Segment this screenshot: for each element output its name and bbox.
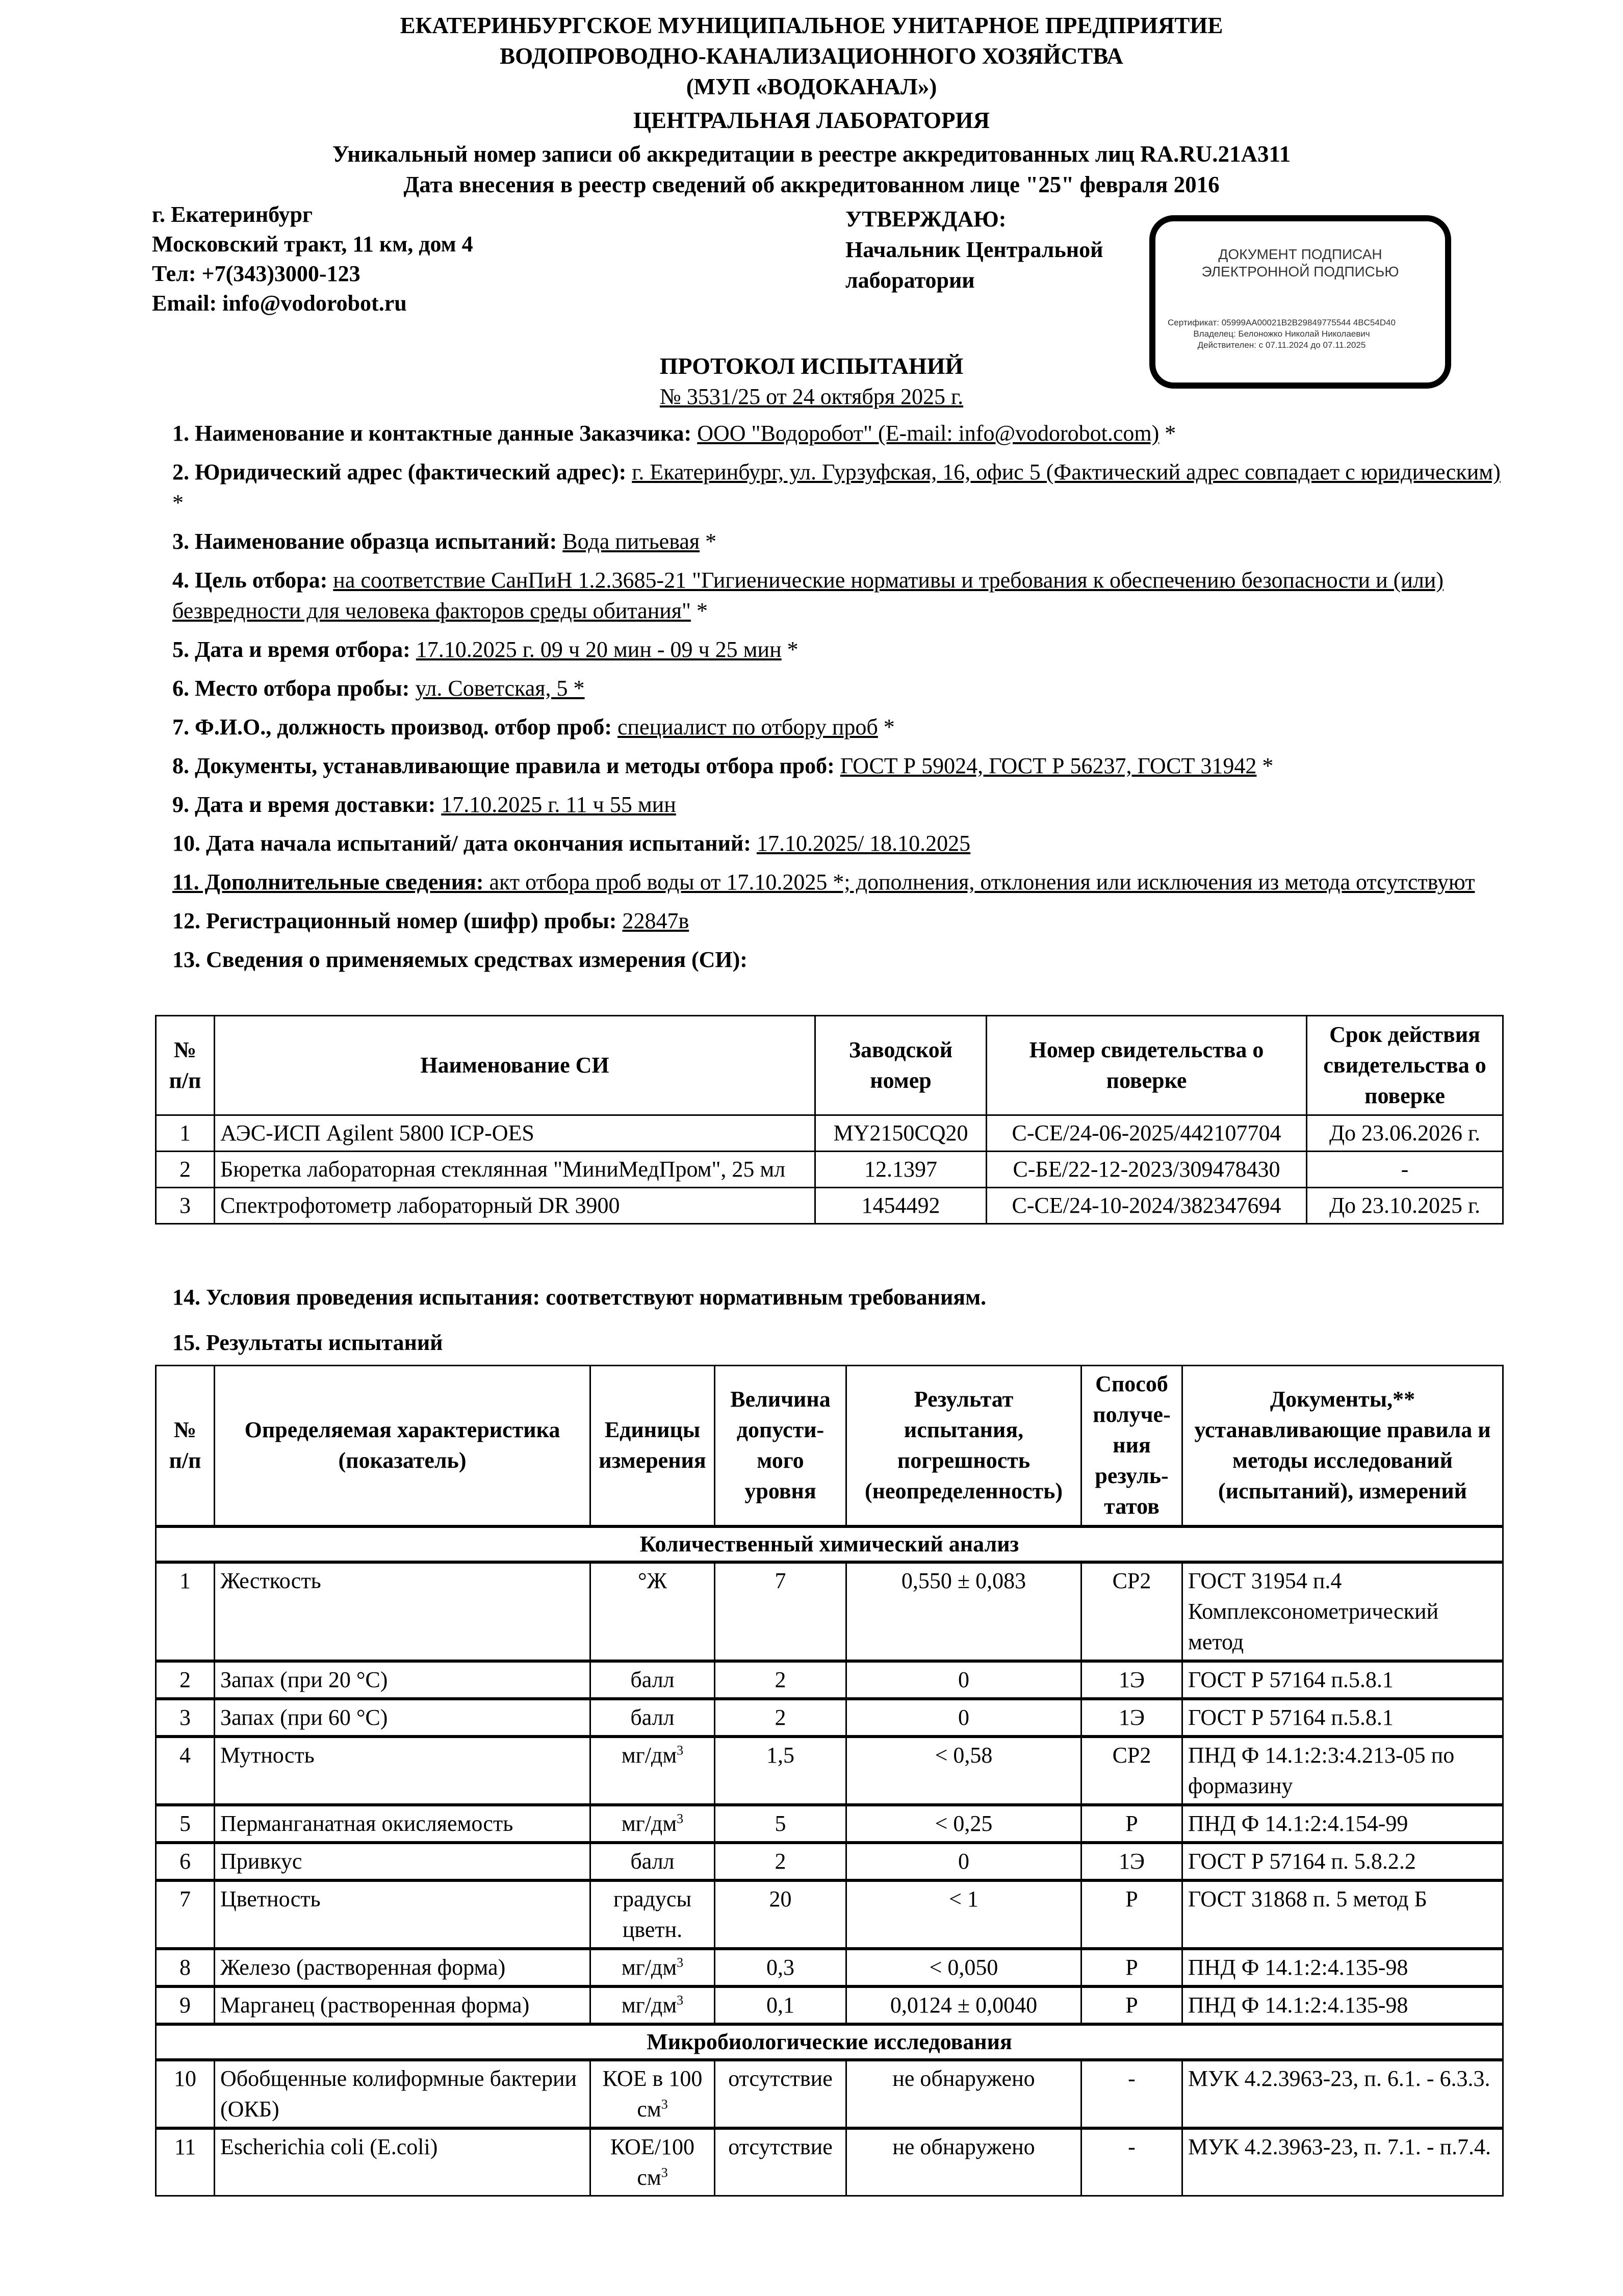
- cell-result: [846, 1949, 1081, 1986]
- cell-text: Перманганатная окисляемость: [220, 1810, 513, 1836]
- item-label: 13. Сведения о применяемых средствах измерения (СИ):: [172, 947, 748, 972]
- cell-text: Обобщенные колиформные бактерии (ОКБ): [220, 2065, 577, 2122]
- item-value: акт отбора проб воды от 17.10.2025 *; дополнения, отклонения или исключения из метода отсутствуют: [489, 870, 1475, 895]
- table-row: [156, 2060, 1503, 2128]
- cell-name: [215, 1986, 590, 2024]
- unit-superscript: 3: [661, 2096, 668, 2111]
- cell-name: [215, 1661, 590, 1699]
- item-label: 4. Цель отбора:: [172, 568, 333, 593]
- item-value: Вода питьевая: [562, 529, 700, 554]
- cell-text: 0,1: [766, 1992, 794, 2018]
- item-suffix: *: [700, 529, 717, 554]
- item-label: 11. Дополнительные сведения:: [172, 870, 490, 895]
- protocol-item: [172, 789, 1503, 820]
- item-value: 17.10.2025/ 18.10.2025: [756, 831, 971, 856]
- approval-heading: УТВЕРЖДАЮ:: [845, 207, 1007, 232]
- cell-text: балл: [630, 1848, 675, 1874]
- cell-result: [846, 1699, 1081, 1737]
- cell-n: [156, 1562, 215, 1661]
- cell-text: отсутствие: [728, 2134, 833, 2159]
- table-cell: 1: [156, 1115, 215, 1152]
- cell-text: отсутствие: [728, 2065, 833, 2091]
- item-suffix: *: [878, 715, 895, 739]
- results-title: 15. Результаты испытаний: [172, 1330, 443, 1355]
- address-email: Email: info@vodorobot.ru: [152, 291, 407, 316]
- cell-text: КОЕ/100 см: [610, 2134, 695, 2190]
- cell-doc: [1182, 1843, 1503, 1880]
- table-row: [156, 1949, 1503, 1986]
- header-line: ВОДОПРОВОДНО-КАНАЛИЗАЦИОННОГО ХОЗЯЙСТВА: [500, 43, 1123, 69]
- table-row: [156, 1880, 1503, 1949]
- cell-text: 8: [179, 1954, 191, 1980]
- cell-text: Цветность: [220, 1886, 321, 1911]
- cell-method: [1081, 2060, 1182, 2128]
- cell-text: МУК 4.2.3963-23, п. 7.1. - п.7.4.: [1188, 2134, 1491, 2159]
- table-row: [156, 1986, 1503, 2024]
- table-row: [156, 1188, 1503, 1224]
- cell-text: 1Э: [1118, 1848, 1145, 1874]
- table-cell: До 23.06.2026 г.: [1307, 1115, 1503, 1152]
- cell-text: 0,550 ± 0,083: [901, 1568, 1026, 1593]
- item-value: на соответствие СанПиН 1.2.3685-21 "Гигиенические нормативы и требования к обеспечению безопасности и (или) безвредности для человека факторов среды обитания": [172, 568, 1444, 623]
- cell-limit: [715, 2060, 846, 2128]
- cell-unit: [590, 1661, 715, 1699]
- cell-doc: [1182, 1661, 1503, 1699]
- cell-text: не обнаружено: [892, 2134, 1035, 2159]
- item-value: ул. Советская, 5 *: [415, 676, 585, 701]
- item-label: 1. Наименование и контактные данные Заказчика:: [172, 421, 698, 446]
- protocol-item: [172, 906, 1503, 936]
- cell-doc: [1182, 1949, 1503, 1986]
- item-label: 5. Дата и время отбора:: [172, 637, 416, 662]
- column-header: Срок действия свидетельства о поверке: [1307, 1016, 1503, 1115]
- protocol-item: [172, 712, 1503, 743]
- cell-result: [846, 1843, 1081, 1880]
- cell-text: мг/дм: [621, 1742, 677, 1768]
- cell-text: < 0,25: [935, 1810, 993, 1836]
- table-cell: АЭС-ИСП Agilent 5800 ICP-OES: [215, 1115, 815, 1152]
- lab-address: [152, 200, 473, 318]
- address-phone: Тел: +7(343)3000-123: [152, 261, 360, 286]
- cell-text: ПНД Ф 14.1:2:4.135-98: [1188, 1954, 1408, 1980]
- cell-text: 9: [179, 1992, 191, 2018]
- results-table: [155, 1365, 1504, 2197]
- cell-text: мг/дм: [621, 1810, 677, 1836]
- cell-method: [1081, 1562, 1182, 1661]
- cell-text: 5: [775, 1810, 786, 1836]
- item-suffix: *: [691, 598, 708, 623]
- cell-text: 1Э: [1118, 1704, 1145, 1730]
- cell-n: [156, 1949, 215, 1986]
- item-label: 7. Ф.И.О., должность производ. отбор проб:: [172, 715, 617, 739]
- table-cell: 1454492: [815, 1188, 987, 1224]
- cell-n: [156, 1737, 215, 1805]
- approval-block: [845, 204, 1103, 296]
- cell-text: 1,5: [766, 1742, 794, 1768]
- cell-doc: [1182, 2060, 1503, 2128]
- cell-text: 11: [174, 2134, 196, 2159]
- table-row: [156, 1115, 1503, 1152]
- cell-doc: [1182, 1805, 1503, 1843]
- test-conditions: 14. Условия проведения испытания: соответствуют нормативным требованиям.: [172, 1285, 987, 1310]
- item-value: 22847в: [622, 908, 689, 933]
- table-cell: До 23.10.2025 г.: [1307, 1188, 1503, 1224]
- cell-text: Р: [1125, 1886, 1138, 1911]
- cell-text: КОЕ в 100 см: [602, 2065, 703, 2122]
- approval-position: Начальник Центральной: [845, 237, 1103, 262]
- cell-text: -: [1128, 2065, 1136, 2091]
- section-title: Микробиологические исследования: [156, 2024, 1503, 2060]
- section-row: [156, 1526, 1503, 1562]
- protocol-item: [172, 751, 1503, 781]
- cell-text: < 0,050: [929, 1954, 998, 1980]
- header-line: (МУП «ВОДОКАНАЛ»): [686, 74, 937, 99]
- cell-text: ГОСТ Р 57164 п. 5.8.2.2: [1188, 1848, 1416, 1874]
- table-cell: Бюретка лабораторная стеклянная "МиниМедПром", 25 мл: [215, 1152, 815, 1188]
- protocol-item: [172, 457, 1503, 518]
- address-street: Московский тракт, 11 км, дом 4: [152, 232, 473, 257]
- protocol-item: [172, 634, 1503, 665]
- item-label: 10. Дата начала испытаний/ дата окончания испытаний:: [172, 831, 757, 856]
- table-row: [156, 1699, 1503, 1737]
- cell-doc: [1182, 1562, 1503, 1661]
- cell-unit: [590, 1737, 715, 1805]
- item-value: ООО "Водоробот" (E-mail: info@vodorobot.com): [697, 421, 1160, 446]
- table-row: [156, 1805, 1503, 1843]
- cell-limit: [715, 2128, 846, 2196]
- cell-text: ГОСТ Р 57164 п.5.8.1: [1188, 1704, 1394, 1730]
- cell-unit: [590, 1805, 715, 1843]
- cell-result: [846, 2060, 1081, 2128]
- column-header: Наименование СИ: [215, 1016, 815, 1115]
- header-line: ЦЕНТРАЛЬНАЯ ЛАБОРАТОРИЯ: [633, 108, 990, 133]
- cell-text: -: [1128, 2134, 1136, 2159]
- organization-header: [0, 10, 1623, 200]
- cell-unit: [590, 2128, 715, 2196]
- cell-text: 0: [958, 1848, 969, 1874]
- item-value: ГОСТ Р 59024, ГОСТ Р 56237, ГОСТ 31942: [840, 753, 1257, 778]
- cell-text: 2: [179, 1667, 191, 1692]
- column-header: № п/п: [156, 1016, 215, 1115]
- cell-method: [1081, 1737, 1182, 1805]
- cell-limit: [715, 1562, 846, 1661]
- stamp-certificate: Сертификат: 05999AA00021B2B29849775544 4BC54D40: [1168, 318, 1396, 327]
- cell-text: 5: [179, 1810, 191, 1836]
- cell-text: Запах (при 20 °С): [220, 1667, 388, 1692]
- item-value: 17.10.2025 г. 11 ч 55 мин: [441, 792, 676, 817]
- cell-n: [156, 1661, 215, 1699]
- cell-unit: [590, 1699, 715, 1737]
- stamp-validity: Действителен: с 07.11.2024 до 07.11.2025: [1197, 340, 1366, 350]
- cell-result: [846, 1986, 1081, 2024]
- item-label: 3. Наименование образца испытаний:: [172, 529, 563, 554]
- cell-text: 10: [174, 2065, 196, 2091]
- cell-text: ГОСТ 31954 п.4 Комплексонометрический метод: [1188, 1568, 1439, 1654]
- table-cell: С-БЕ/22-12-2023/309478430: [987, 1152, 1307, 1188]
- cell-text: Железо (растворенная форма): [220, 1954, 506, 1980]
- protocol-number: № 3531/25 от 24 октября 2025 г.: [659, 384, 964, 409]
- cell-method: [1081, 1843, 1182, 1880]
- column-header: Номер свидетельства о поверке: [987, 1016, 1307, 1115]
- table-cell: Спектрофотометр лабораторный DR 3900: [215, 1188, 815, 1224]
- stamp-title: ЭЛЕКТРОННОЙ ПОДПИСЬЮ: [1201, 264, 1399, 279]
- unit-superscript: 3: [677, 1954, 684, 1970]
- cell-text: 3: [179, 1704, 191, 1730]
- table-row: [156, 1562, 1503, 1661]
- cell-text: ПНД Ф 14.1:2:4.135-98: [1188, 1992, 1408, 2018]
- item-suffix: *: [172, 490, 184, 515]
- item-label: 9. Дата и время доставки:: [172, 792, 442, 817]
- table-cell: 12.1397: [815, 1152, 987, 1188]
- cell-name: [215, 1737, 590, 1805]
- cell-unit: [590, 1843, 715, 1880]
- cell-text: 2: [775, 1704, 786, 1730]
- cell-result: [846, 1737, 1081, 1805]
- cell-name: [215, 1562, 590, 1661]
- cell-method: [1081, 2128, 1182, 2196]
- cell-method: [1081, 1699, 1182, 1737]
- protocol-item: [172, 828, 1503, 859]
- protocol-item: [172, 418, 1503, 449]
- cell-text: < 0,58: [935, 1742, 993, 1768]
- table-cell: -: [1307, 1152, 1503, 1188]
- cell-text: ГОСТ 31868 п. 5 метод Б: [1188, 1886, 1427, 1911]
- cell-text: мг/дм: [621, 1992, 677, 2018]
- unit-superscript: 3: [677, 1742, 684, 1757]
- cell-text: 6: [179, 1848, 191, 1874]
- cell-limit: [715, 1737, 846, 1805]
- cell-text: °Ж: [637, 1568, 667, 1593]
- cell-name: [215, 1805, 590, 1843]
- cell-name: [215, 1880, 590, 1949]
- cell-n: [156, 1805, 215, 1843]
- table-cell: 3: [156, 1188, 215, 1224]
- item-suffix: *: [1256, 753, 1274, 778]
- approval-position-cont: лаборатории: [845, 268, 975, 293]
- item-suffix: *: [1159, 421, 1176, 446]
- protocol-title: ПРОТОКОЛ ИСПЫТАНИЙ: [659, 353, 964, 379]
- unit-superscript: 3: [677, 1992, 684, 2007]
- cell-name: [215, 1699, 590, 1737]
- column-header: Заводской номер: [815, 1016, 987, 1115]
- section-title: Количественный химический анализ: [156, 1526, 1503, 1562]
- cell-text: Р: [1125, 1810, 1138, 1836]
- column-header: Документы,** устанавливающие правила и методы исследований (испытаний), измерений: [1182, 1366, 1503, 1526]
- table-row: [156, 1661, 1503, 1699]
- cell-text: Марганец (растворенная форма): [220, 1992, 530, 2018]
- item-label: 6. Место отбора пробы:: [172, 676, 416, 701]
- header-line: Дата внесения в реестр сведений об аккредитованном лице "25" февраля 2016: [403, 172, 1220, 197]
- cell-text: градусы цветн.: [613, 1886, 692, 1942]
- cell-text: 0,3: [766, 1954, 794, 1980]
- cell-limit: [715, 1986, 846, 2024]
- cell-n: [156, 2128, 215, 2196]
- stamp-title: ДОКУМЕНТ ПОДПИСАН: [1218, 246, 1382, 262]
- item-label: 12. Регистрационный номер (шифр) пробы:: [172, 908, 623, 933]
- cell-limit: [715, 1805, 846, 1843]
- cell-n: [156, 2060, 215, 2128]
- cell-method: [1081, 1986, 1182, 2024]
- column-header: № п/п: [156, 1366, 215, 1526]
- cell-n: [156, 1699, 215, 1737]
- cell-text: Escherichia coli (E.coli): [220, 2134, 438, 2159]
- item-label: 8. Документы, устанавливающие правила и методы отбора проб:: [172, 753, 840, 778]
- cell-text: балл: [630, 1667, 675, 1692]
- cell-text: 20: [769, 1886, 792, 1911]
- protocol-item: [172, 867, 1503, 898]
- cell-method: [1081, 1805, 1182, 1843]
- cell-text: 2: [775, 1848, 786, 1874]
- cell-n: [156, 1843, 215, 1880]
- protocol-item: [172, 945, 1503, 975]
- address-city: г. Екатеринбург: [152, 202, 313, 227]
- item-label: 2. Юридический адрес (фактический адрес):: [172, 460, 632, 484]
- cell-text: Р: [1125, 1992, 1138, 2018]
- cell-limit: [715, 1661, 846, 1699]
- cell-doc: [1182, 1737, 1503, 1805]
- cell-text: СР2: [1112, 1568, 1151, 1593]
- cell-result: [846, 1880, 1081, 1949]
- cell-text: Запах (при 60 °С): [220, 1704, 388, 1730]
- cell-name: [215, 2060, 590, 2128]
- item-value: г. Екатеринбург, ул. Гурзуфская, 16, офис 5 (Фактический адрес совпадает с юридическим): [632, 460, 1501, 484]
- cell-text: 1Э: [1118, 1667, 1145, 1692]
- cell-result: [846, 1805, 1081, 1843]
- instruments-table: [155, 1015, 1504, 1224]
- cell-text: Привкус: [220, 1848, 302, 1874]
- table-row: [156, 1152, 1503, 1188]
- cell-text: 1: [179, 1568, 191, 1593]
- cell-text: < 1: [949, 1886, 978, 1911]
- cell-text: ГОСТ Р 57164 п.5.8.1: [1188, 1667, 1394, 1692]
- cell-limit: [715, 1843, 846, 1880]
- unit-superscript: 3: [677, 1810, 684, 1826]
- protocol-item: [172, 565, 1503, 626]
- cell-limit: [715, 1880, 846, 1949]
- cell-limit: [715, 1699, 846, 1737]
- cell-text: 0,0124 ± 0,0040: [890, 1992, 1038, 2018]
- cell-text: ПНД Ф 14.1:2:3:4.213-05 по формазину: [1188, 1742, 1455, 1798]
- cell-method: [1081, 1949, 1182, 1986]
- cell-text: 0: [958, 1704, 969, 1730]
- cell-text: балл: [630, 1704, 675, 1730]
- cell-doc: [1182, 2128, 1503, 2196]
- table-cell: С-СЕ/24-10-2024/382347694: [987, 1188, 1307, 1224]
- cell-unit: [590, 2060, 715, 2128]
- cell-text: 2: [775, 1667, 786, 1692]
- column-header: Определяемая характеристика (показатель): [215, 1366, 590, 1526]
- column-header: Величина допусти-мого уровня: [715, 1366, 846, 1526]
- table-row: [156, 1843, 1503, 1880]
- cell-text: Жесткость: [220, 1568, 321, 1593]
- cell-text: СР2: [1112, 1742, 1151, 1768]
- cell-limit: [715, 1949, 846, 1986]
- cell-doc: [1182, 1699, 1503, 1737]
- cell-doc: [1182, 1986, 1503, 2024]
- cell-method: [1081, 1880, 1182, 1949]
- protocol-items: [172, 418, 1503, 983]
- cell-text: 7: [775, 1568, 786, 1593]
- column-header: Способ получе-ния резуль-татов: [1081, 1366, 1182, 1526]
- cell-n: [156, 1880, 215, 1949]
- cell-text: мг/дм: [621, 1954, 677, 1980]
- cell-name: [215, 1949, 590, 1986]
- item-value: специалист по отбору проб: [617, 715, 878, 739]
- cell-name: [215, 1843, 590, 1880]
- cell-unit: [590, 1949, 715, 1986]
- cell-text: 7: [179, 1886, 191, 1911]
- unit-superscript: 3: [661, 2164, 668, 2180]
- header-line: ЕКАТЕРИНБУРГСКОЕ МУНИЦИПАЛЬНОЕ УНИТАРНОЕ ПРЕДПРИЯТИЕ: [400, 13, 1223, 38]
- table-row: [156, 1737, 1503, 1805]
- cell-text: ПНД Ф 14.1:2:4.154-99: [1188, 1810, 1408, 1836]
- header-line: Уникальный номер записи об аккредитации в реестре аккредитованных лиц RA.RU.21А311: [332, 141, 1291, 167]
- cell-n: [156, 1986, 215, 2024]
- table-cell: MY2150CQ20: [815, 1115, 987, 1152]
- table-row: [156, 2128, 1503, 2196]
- protocol-item: [172, 526, 1503, 557]
- stamp-owner: Владелец: Белоножко Николай Николаевич: [1193, 329, 1370, 339]
- item-value: 17.10.2025 г. 09 ч 20 мин - 09 ч 25 мин: [416, 637, 782, 662]
- cell-result: [846, 1661, 1081, 1699]
- column-header: Единицы измерения: [590, 1366, 715, 1526]
- column-header: Результат испытания, погрешность (неопределенность): [846, 1366, 1081, 1526]
- cell-unit: [590, 1986, 715, 2024]
- section-row: [156, 2024, 1503, 2060]
- item-suffix: *: [781, 637, 798, 662]
- cell-method: [1081, 1661, 1182, 1699]
- protocol-item: [172, 673, 1503, 704]
- cell-text: Мутность: [220, 1742, 315, 1768]
- cell-text: 0: [958, 1667, 969, 1692]
- cell-text: Р: [1125, 1954, 1138, 1980]
- cell-unit: [590, 1880, 715, 1949]
- table-cell: 2: [156, 1152, 215, 1188]
- table-cell: С-СЕ/24-06-2025/442107704: [987, 1115, 1307, 1152]
- cell-doc: [1182, 1880, 1503, 1949]
- protocol-title-block: [0, 351, 1623, 412]
- cell-unit: [590, 1562, 715, 1661]
- cell-result: [846, 2128, 1081, 2196]
- cell-result: [846, 1562, 1081, 1661]
- cell-name: [215, 2128, 590, 2196]
- cell-text: 4: [179, 1742, 191, 1768]
- cell-text: не обнаружено: [892, 2065, 1035, 2091]
- cell-text: МУК 4.2.3963-23, п. 6.1. - 6.3.3.: [1188, 2065, 1490, 2091]
